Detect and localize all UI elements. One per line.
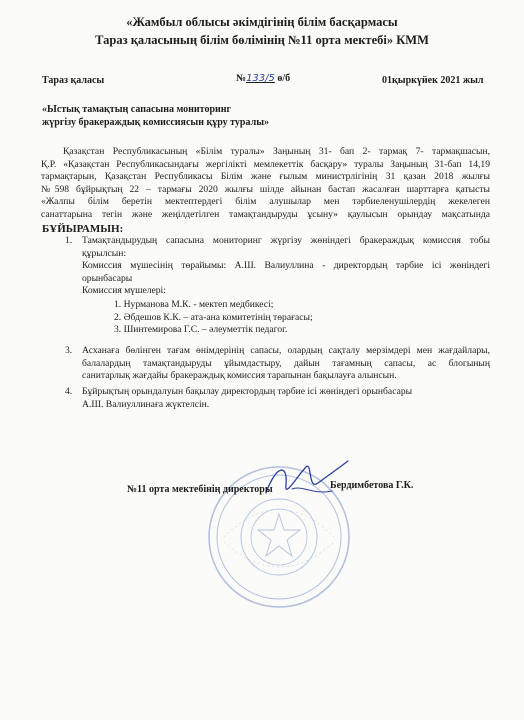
- item-3: [82, 345, 490, 383]
- item-number: 3.: [65, 345, 73, 356]
- header-line-2: Тараз қаласының білім бөлімінің №11 орта мектебі» КММ: [95, 33, 429, 47]
- item-1-line: Тамақтандырудың сапасына мониторинг жүргізу жөніндегі бракераждық комиссия тобы: [82, 235, 490, 246]
- preamble-line: Қазақстан Республикасының «Білім туралы» Заңының 31- бап 2- тармақ 7- тармақшасын,: [63, 146, 490, 157]
- signature-position: №11 орта мектебінің директоры: [127, 484, 273, 495]
- member-item: 2. Әбдешов К.К. – ата-ана комитетінің төрағасы;: [114, 311, 313, 323]
- preamble-line: Қ.Р. «Қазақстан Республикасындағы жергілікті мемлекеттік басқару» туралы Заңының 31-бап 14,19: [41, 158, 490, 170]
- member-item: 3. Шинтемирова Г.С. – әлеуметтік педагог.: [114, 324, 288, 336]
- order-number-prefix: №: [236, 73, 247, 84]
- item-3-line: балалардың тамақтандыруды ұйымдастыру, дайын тағамның сапасы, ас блогының: [82, 357, 490, 369]
- order-number-suffix: ө/б: [274, 73, 291, 84]
- signature-name: Бердимбетова Г.К.: [330, 480, 414, 491]
- subject-line-2: жүргізу бракераждық комиссиясын құру туралы»: [42, 117, 270, 128]
- preamble: [41, 146, 490, 222]
- order-date: 01қыркүйек 2021 жыл: [382, 75, 484, 86]
- order-title: БҰЙЫРАМЫН:: [42, 223, 124, 235]
- item-1-line: құрылсын:: [82, 247, 126, 259]
- subject-line-1: «Ыстық тамақтың сапасына мониторинг: [42, 104, 232, 115]
- order-number: [236, 73, 290, 84]
- preamble-line: «Жалпы білім беретін мектептердегі білім алушылар мен тәрбиеленушілердің жекелеген: [41, 196, 490, 208]
- item-4-line: Бұйрықтың орындалуын бақылау директордың тәрбие ісі жөніндегі орынбасары: [82, 386, 413, 397]
- item-4: [82, 386, 490, 411]
- order-number-handwritten: 133/5: [246, 73, 275, 84]
- item-4-line: А.Ш. Валиуллинаға жүктелсін.: [82, 398, 210, 410]
- preamble-line: №598 бұйрықтың 22 – тармағы 2020 жылғы шілде айынан бастап жасалған шарттарға қатысты: [41, 183, 490, 195]
- preamble-line: санаттарына тегін және жеңілдетілген тамақтандыруды ұсыну» қаулысын орындау мақсатында: [41, 208, 490, 220]
- member-list: [114, 299, 313, 337]
- item-1: [82, 235, 490, 298]
- member-item: 1. Нурманова М.К. - мектеп медбикесі;: [114, 299, 274, 310]
- item-1-line: Комиссия мүшелері:: [82, 285, 166, 297]
- item-number: 1.: [65, 235, 73, 246]
- item-1-line: Комиссия мүшесінің төрайымы: А.Ш. Валиуллина - директордың тәрбие ісі жөніндегі: [82, 260, 490, 272]
- header-line-1: «Жамбыл облысы әкімдігінің білім басқармасы: [126, 15, 398, 29]
- item-3-line: Асханаға бөлінген тағам өнімдерінің сапасы, олардың сақталу мерзімдері мен жағдайлары,: [82, 345, 490, 356]
- item-1-line: орынбасары: [82, 272, 133, 284]
- item-3-line: санитарлық жағдайы бракераждық комиссия тарапынан бақылауға алынсын.: [82, 370, 397, 382]
- preamble-line: тармақтарын, Қазақстан Республикасы Білім және ғылым министрлігінің 31 қазан 2018 жылғы: [41, 171, 490, 183]
- city: Тараз қаласы: [42, 75, 105, 86]
- item-number: 4.: [65, 386, 73, 397]
